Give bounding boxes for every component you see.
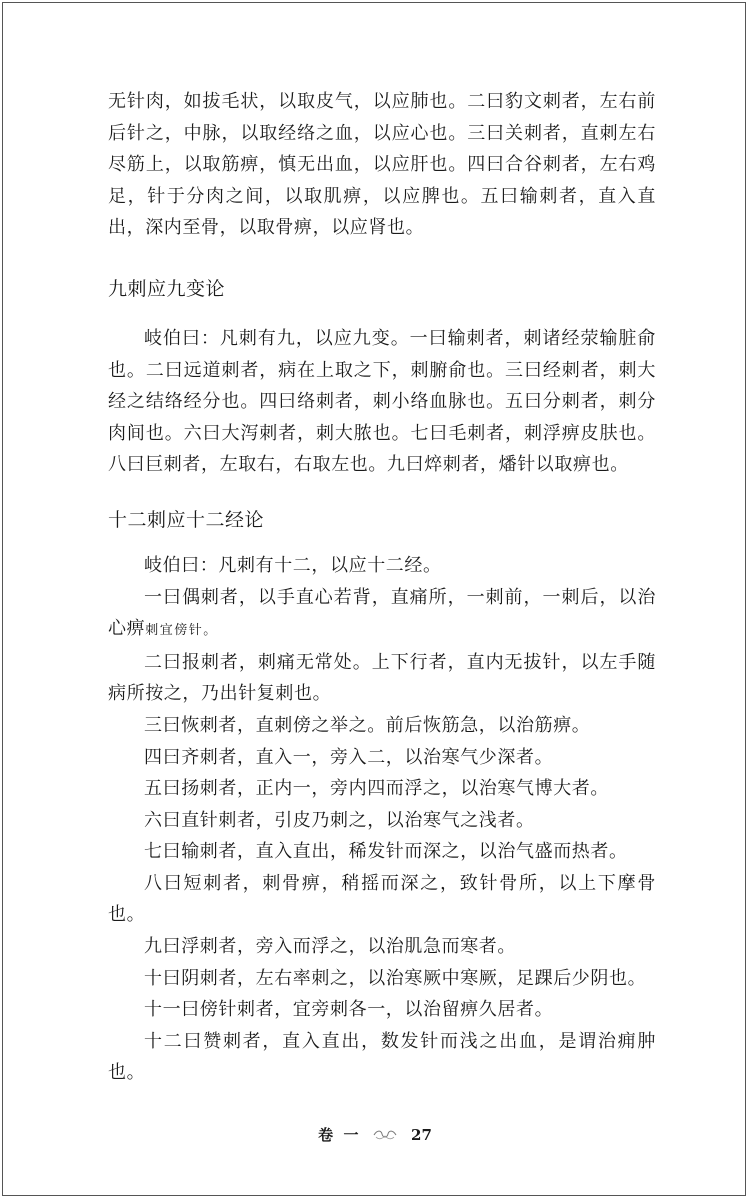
list-item: 十曰阴刺者，左右率刺之，以治寒厥中寒厥，足踝后少阴也。 xyxy=(144,967,647,989)
list-item: 十一曰傍针刺者，宜旁刺各一，以治留痹久居者。 xyxy=(144,999,554,1021)
section-heading-nine-needlings: 九刺应九变论 xyxy=(108,277,226,300)
list-item: 六曰直针刺者，引皮乃刺之，以治寒气之浅者。 xyxy=(144,809,535,831)
list-item: 四曰齐刺者，直入一，旁入二，以治寒气少深者。 xyxy=(144,746,554,768)
opening-paragraph: 无针肉，如拔毛状，以取皮气，以应肺也。二曰豹文刺者，左右前后针之，中脉，以取经络之血，以应心也。三曰关刺者，直刺左右尽筋上，以取筋痹，慎无出血，以应肝也。四曰合谷刺者，左右鸡足，针于分肉之间，以取肌痹，以应脾也。五曰输刺者，直入直出，深内至骨，以取骨痹，以应肾也。 xyxy=(108,91,656,239)
volume-label: 卷 一 xyxy=(318,1126,359,1144)
page-footer xyxy=(0,1124,750,1145)
section-intro-twelve-needlings: 岐伯曰：凡刺有十二，以应十二经。 xyxy=(144,554,442,576)
list-item: 九曰浮刺者，旁入而浮之，以治肌急而寒者。 xyxy=(144,936,516,958)
list-item: 八曰短刺者，刺骨痹，稍摇而深之，致针骨所，以上下摩骨也。 xyxy=(108,872,656,926)
scroll-ornament-icon xyxy=(372,1127,398,1145)
section-paragraph-nine-needlings: 岐伯曰：凡刺有九，以应九变。一曰输刺者，刺诸经荥输脏俞也。二曰远道刺者，病在上取之下，刺腑俞也。三曰经刺者，刺大经之结络经分也。四曰络刺者，刺小络血脉也。五曰分刺者，刺分肉间也。六曰大泻刺者，刺大脓也。七曰毛刺者，刺浮痹皮肤也。八曰巨刺者，左取右，右取左也。九曰焠刺者，燔针以取痹也。 xyxy=(108,327,656,476)
page-number: 27 xyxy=(411,1126,432,1144)
list-item: 五曰扬刺者，正内一，旁内四而浮之，以治寒气博大者。 xyxy=(144,778,609,800)
list-item: 三曰恢刺者，直刺傍之举之。前后恢筋急，以治筋痹。 xyxy=(144,714,591,736)
list-item: 十二曰赞刺者，直入直出，数发针而浅之出血，是谓治痈肿也。 xyxy=(108,1030,656,1084)
section-heading-twelve-needlings: 十二刺应十二经论 xyxy=(108,508,265,531)
list-item: 七曰输刺者，直入直出，稀发针而深之，以治气盛而热者。 xyxy=(144,841,628,863)
page-content xyxy=(108,86,656,1089)
list-item: 二曰报刺者，刺痛无常处。上下行者，直内无拔针，以左手随病所按之，乃出针复刺也。 xyxy=(108,651,656,705)
list-item xyxy=(108,582,656,647)
annotation-note: 刺宜傍针。 xyxy=(145,623,218,639)
list-item-text: 一曰偶刺者，以手直心若背，直痛所，一刺前，一刺后，以治心痹 xyxy=(108,586,656,640)
